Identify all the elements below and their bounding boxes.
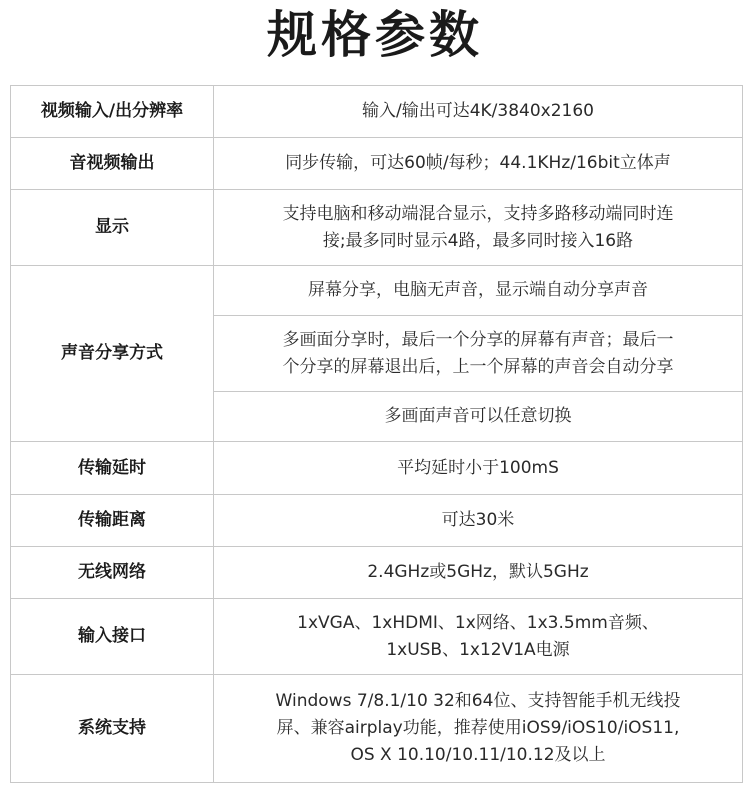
value-line: 支持电脑和移动端混合显示，支持多路移动端同时连 [282,203,674,224]
row-label: 传输延时 [11,442,214,495]
spec-table [10,85,743,783]
row-label: 视频输入/出分辨率 [11,86,214,138]
table-row [11,266,743,316]
row-value [214,495,743,547]
value-line: 输入/输出可达4K/3840x2160 [361,101,594,121]
row-label: 音视频输出 [11,138,214,190]
table-row [11,442,743,495]
row-label: 无线网络 [11,547,214,599]
table-row [11,495,743,547]
value-line: 多画面声音可以任意切换 [384,406,572,426]
value-line: 个分享的屏幕退出后，上一个屏幕的声音会自动分享 [282,356,674,377]
row-value [214,138,743,190]
row-label: 显示 [11,190,214,266]
value-line: 屏幕分享，电脑无声音，显示端自动分享声音 [308,280,648,300]
row-value [214,266,743,316]
row-value [214,599,743,675]
value-line: 1xVGA、1xHDMI、1x网络、1x3.5mm音频、 [297,612,659,633]
row-value [214,86,743,138]
row-value [214,316,743,392]
row-value [214,675,743,783]
value-line: 同步传输，可达60帧/每秒；44.1KHz/16bit立体声 [285,153,671,173]
value-line: OS X 10.10/10.11/10.12及以上 [350,745,606,765]
table-row [11,547,743,599]
table-row [11,599,743,675]
row-value [214,392,743,442]
table-row [11,138,743,190]
value-line: 屏、兼容airplay功能，推荐使用iOS9/iOS10/iOS11, [276,718,680,738]
value-line: 2.4GHz或5GHz，默认5GHz [367,562,589,582]
value-line: Windows 7/8.1/10 32和64位、支持智能手机无线投 [275,691,681,711]
value-line: 接;最多同时显示4路，最多同时接入16路 [322,230,634,251]
value-line: 可达30米 [441,510,515,530]
row-label: 声音分享方式 [11,266,214,442]
value-line: 多画面分享时，最后一个分享的屏幕有声音；最后一 [282,329,674,350]
row-label: 系统支持 [11,675,214,783]
row-label: 传输距离 [11,495,214,547]
row-value [214,547,743,599]
table-row [11,675,743,783]
row-value [214,190,743,266]
row-value [214,442,743,495]
row-label: 输入接口 [11,599,214,675]
page-title: 规格参数 [267,6,483,64]
table-row [11,86,743,138]
value-line: 1xUSB、1x12V1A电源 [386,639,570,660]
value-line: 平均延时小于100mS [397,457,559,478]
table-row [11,190,743,266]
